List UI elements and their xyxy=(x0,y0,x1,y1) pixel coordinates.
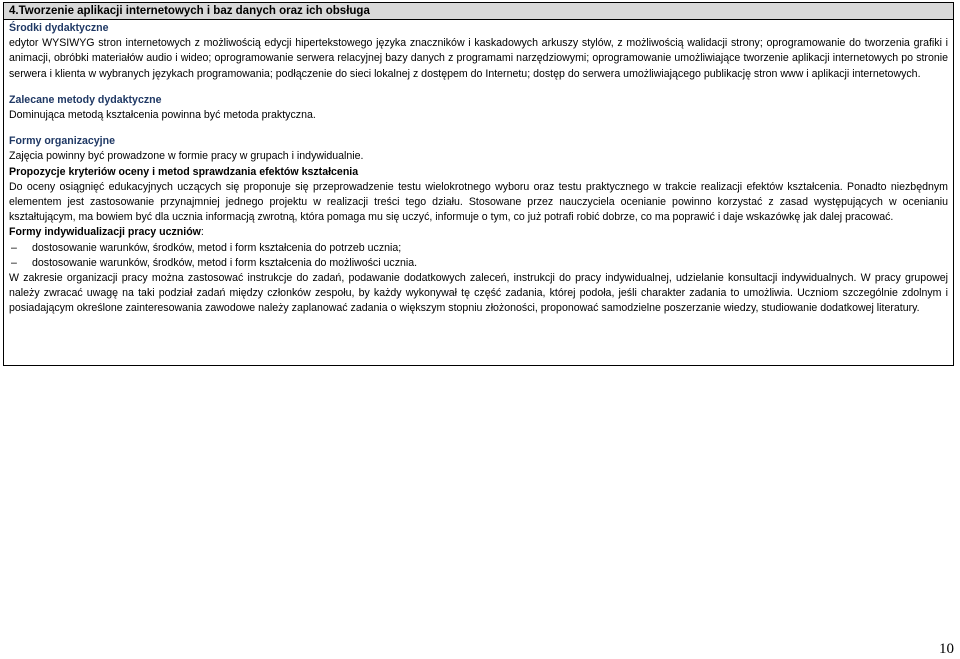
individualization-heading: Formy indywidualizacji pracy uczniów xyxy=(9,226,201,239)
spacer xyxy=(9,82,948,93)
individualization-heading-line xyxy=(9,225,948,240)
list-item xyxy=(9,256,948,271)
assessment-text: Do oceny osiągnięć edukacyjnych uczących się proponuje się przeprowadzenie testu wielokrotnego wyboru oraz testu praktycznego w trakcie realizacji efektów kształcenia. Ponadto niezbędnym elementem jest zastosowanie przynajmniej jednego projektu w realizacji treści tego działu. Stosowane przez nauczyciela ocenianie powinno korzystać z zasad występujących w ocenianiu kształtującym, ma bowiem być dla ucznia informacją zwrotną, która pomaga mu się uczyć, informuje o tym, co już potrafi robić dobrze, co ma poprawić i daje wskazówkę jak dalej pracować. xyxy=(9,180,948,224)
spacer xyxy=(9,123,948,134)
teaching-aids-text: edytor WYSIWYG stron internetowych z możliwością edycji hipertekstowego języka znaczników i kaskadowych arkuszy stylów, z możliwością walidacji strony; oprogramowanie do tworzenia grafiki i animacji, obróbki materiałów audio i wideo; oprogramowanie serwera relacyjnej bazy danych z programami narzędziowymi; oprogramowanie umożliwiające tworzenie aplikacji internetowych po stronie serwera i klienta w wybranych językach programowania; podłączenie do sieci lokalnej z dostępem do Internetu; dostęp do serwera umożliwiającego publikację stron www i aplikacji internetowych. xyxy=(9,37,948,80)
individualization-list xyxy=(9,241,948,271)
list-item xyxy=(9,241,948,256)
methods-heading: Zalecane metody dydaktyczne xyxy=(9,93,162,106)
individualization-text: W zakresie organizacji pracy można zastosować instrukcje do zadań, podawanie dodatkowych zaleceń, instrukcji do pracy indywidualnej, udzielanie konsultacji indywidualnych. W pracy grupowej należy zwracać uwagę na taki podział zadań między członków zespołu, by każdy wykonywał tę część zadania, której podoła, jeśli charakter zadania to umożliwia. Uczniom szczególnie zdolnym i posiadającym określone zainteresowania zawodowe należy zaplanować zadania o większym stopniu złożoności, proponować samodzielne poszerzanie wiedzy, studiowanie dodatkowej literatury. xyxy=(9,272,948,315)
section-body xyxy=(9,21,948,317)
list-item-text: dostosowanie warunków, środków, metod i form kształcenia do możliwości ucznia. xyxy=(32,256,418,269)
dash-bullet: – xyxy=(11,241,17,254)
teaching-aids-heading: Środki dydaktyczne xyxy=(9,22,109,34)
methods-text: Dominująca metodą kształcenia powinna być metoda praktyczna. xyxy=(9,109,316,122)
page-number: 10 xyxy=(939,641,954,657)
assessment-heading: Propozycje kryteriów oceny i metod sprawdzania efektów kształcenia xyxy=(9,165,359,178)
forms-text: Zajęcia powinny być prowadzone w formie pracy w grupach i indywidualnie. xyxy=(9,150,364,163)
forms-heading: Formy organizacyjne xyxy=(9,135,115,148)
dash-bullet: – xyxy=(11,256,17,269)
list-item-text: dostosowanie warunków, środków, metod i form kształcenia do potrzeb ucznia; xyxy=(32,241,402,254)
content-table xyxy=(3,2,954,366)
section-title: 4.Tworzenie aplikacji internetowych i baz danych oraz ich obsługa xyxy=(4,3,953,20)
individualization-colon: : xyxy=(200,226,204,239)
